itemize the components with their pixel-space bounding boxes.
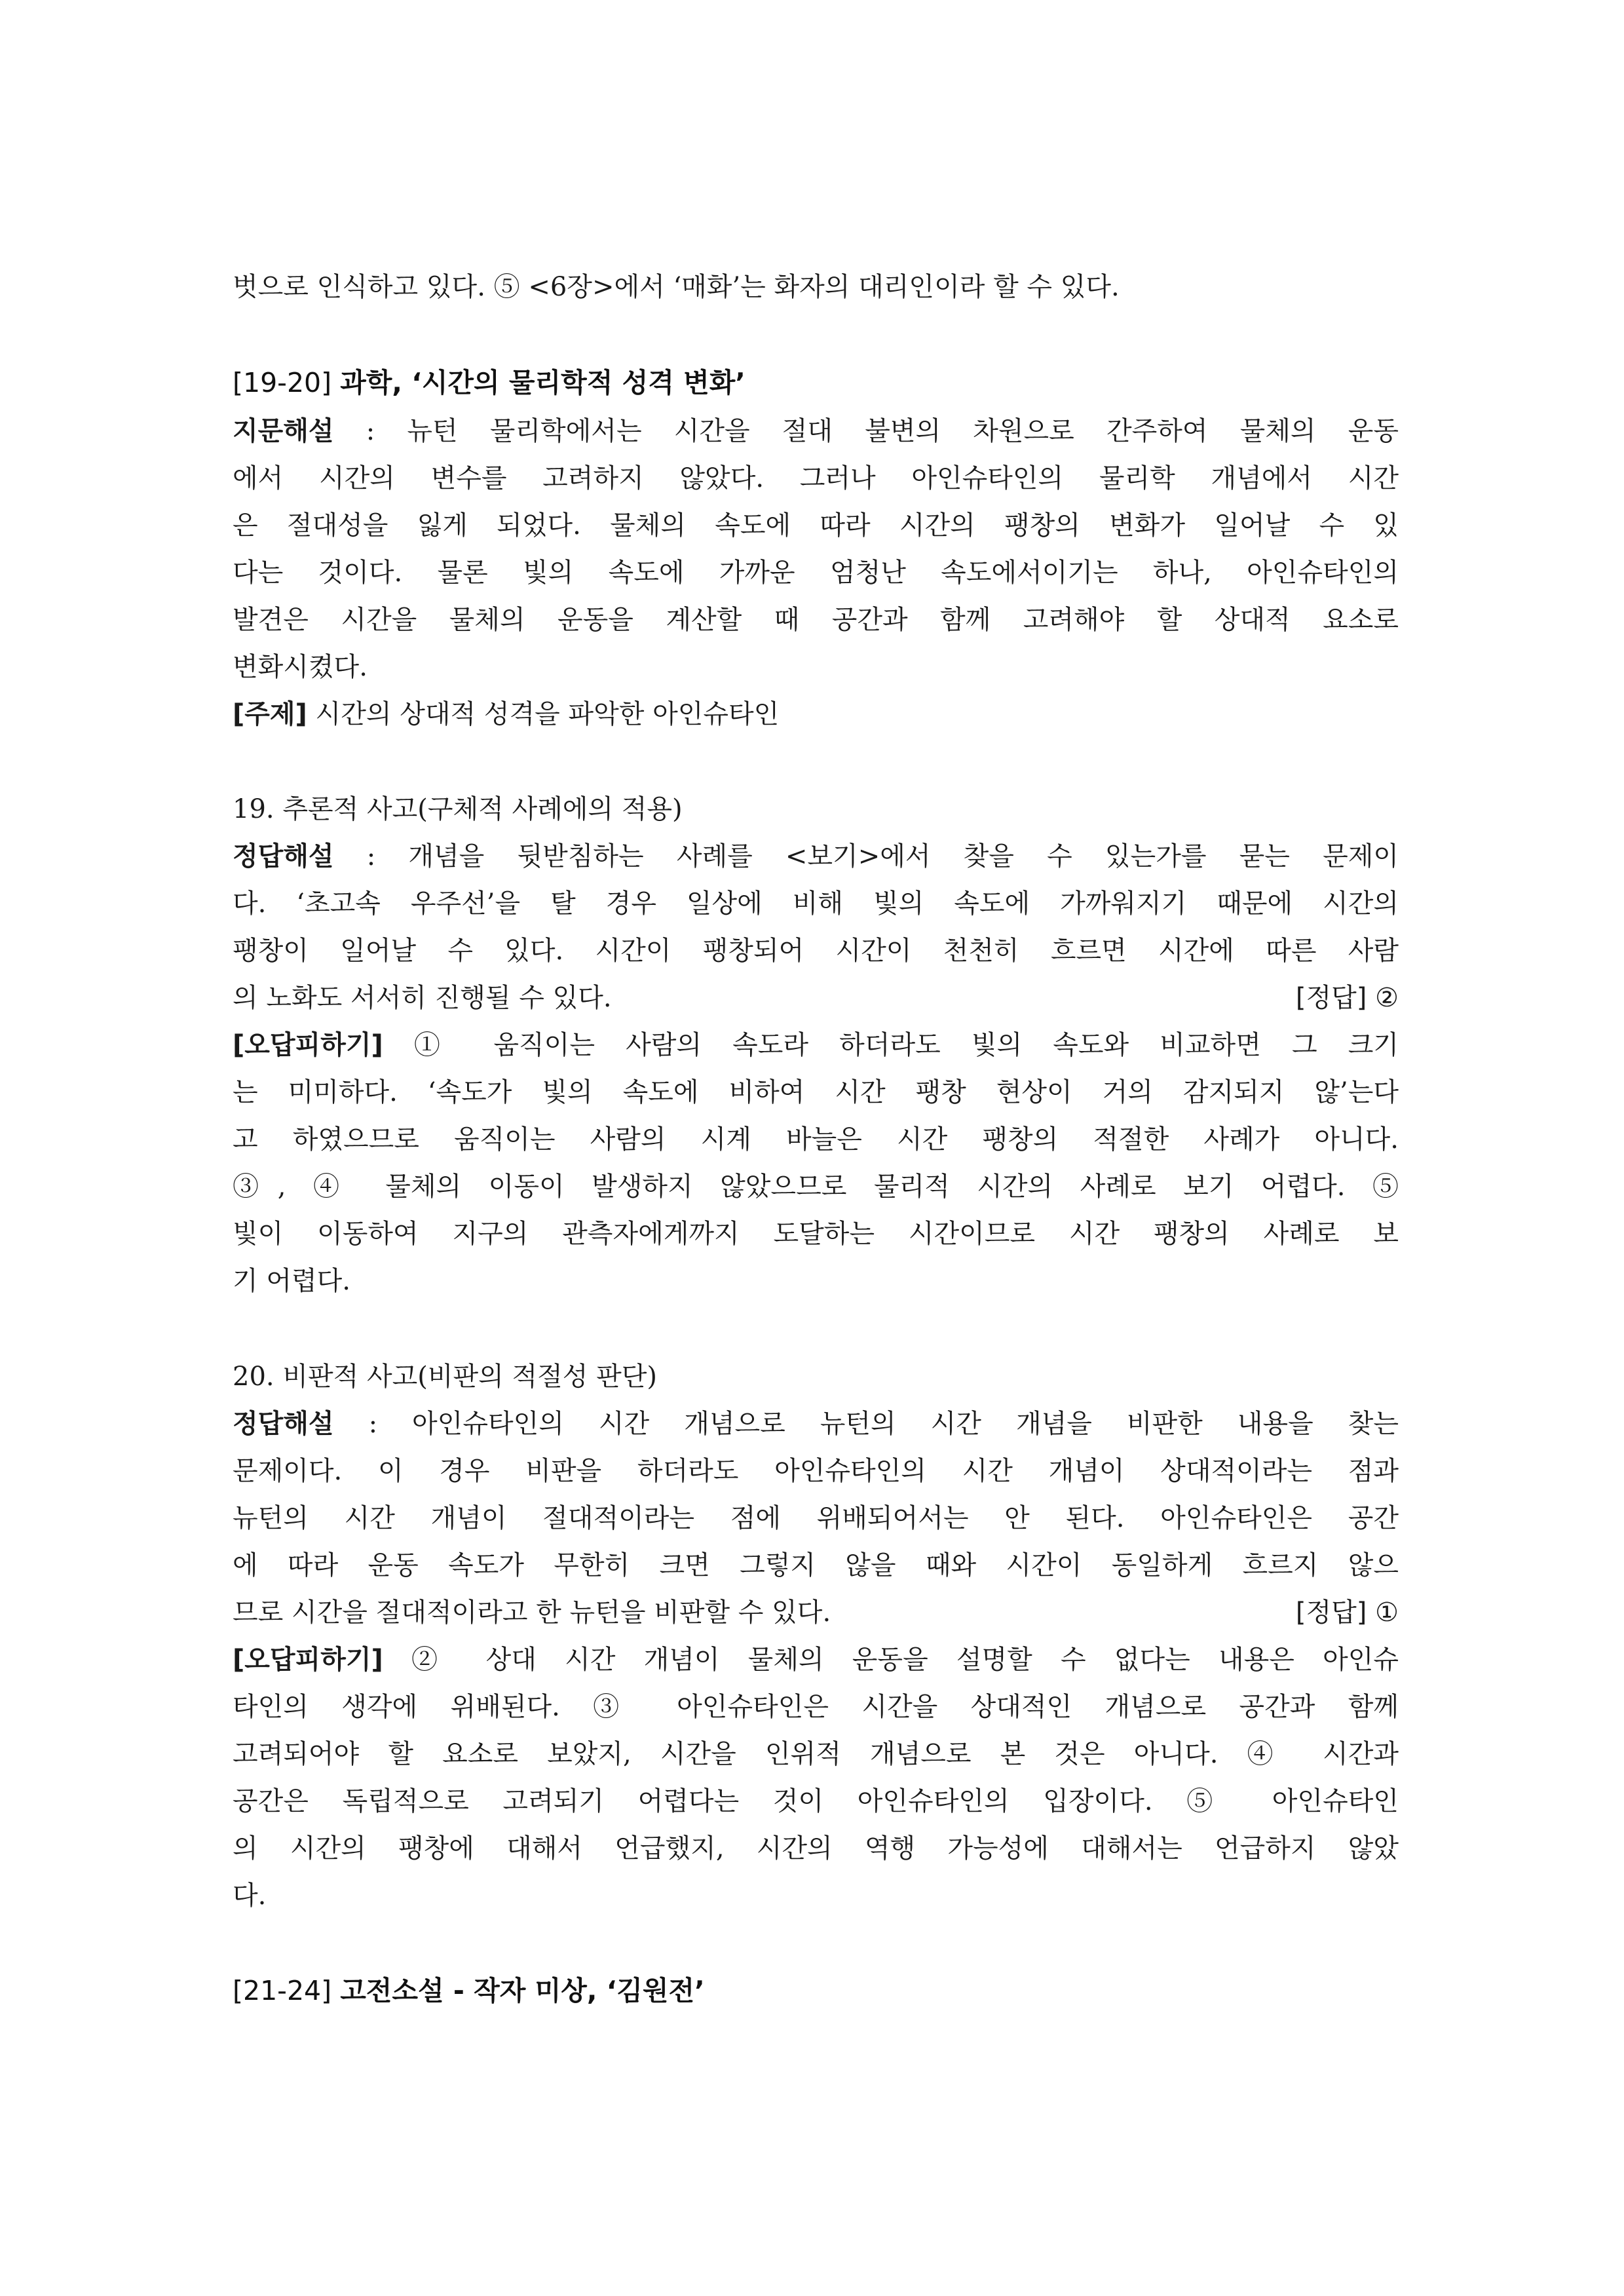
theme-line: [주제] 시간의 상대적 성격을 파악한 아인슈타인 — [233, 699, 780, 729]
answer-line: 문제이다. 이 경우 비판을 하더라도 아인슈타인의 시간 개념이 상대적이라는 점과 — [233, 1456, 1399, 1486]
passage-line: 은 절대성을 잃게 되었다. 물체의 속도에 따라 시간의 팽창의 변화가 일어날 수 있 — [233, 510, 1399, 541]
avoid-line: 의 시간의 팽창에 대해서 언급했지, 시간의 역행 가능성에 대해서는 언급하지 않았 — [233, 1833, 1399, 1864]
question-19-title: 19. 추론적 사고(구체적 사례에의 적용) — [233, 794, 683, 824]
passage-line: 지문해설 : 뉴턴 물리학에서는 시간을 절대 불변의 차원으로 간주하여 물체의 운동 — [233, 416, 1399, 446]
passage-line: 에서 시간의 변수를 고려하지 않았다. 그러나 아인슈타인의 물리학 개념에서 시간 — [233, 463, 1399, 493]
avoid-label: [오답피하기] — [233, 1645, 383, 1675]
passage-label: 지문해설 — [233, 416, 334, 446]
answer-line: 에 따라 운동 속도가 무한히 크면 그렇지 않을 때와 시간이 동일하게 흐르지 않으 — [233, 1550, 1399, 1580]
answer-line: 의 노화도 서서히 진행될 수 있다. [정답] ② — [233, 980, 1399, 1016]
avoid-line: 기 어렵다. — [233, 1266, 350, 1296]
question-20-title: 20. 비판적 사고(비판의 적절성 판단) — [233, 1362, 658, 1392]
section-21-24-heading — [233, 1972, 1399, 2009]
answer-line: 다. ‘초고속 우주선’을 탈 경우 일상에 비해 빛의 속도에 가까워지기 때문에 시간의 — [233, 889, 1399, 919]
section-19-20-heading — [233, 364, 1399, 401]
answer-tag: [정답] ② — [1295, 983, 1399, 1013]
answer-label: 정답해설 — [233, 841, 334, 871]
section-title: 과학, ‘시간의 물리학적 성격 변화’ — [340, 367, 746, 398]
theme-label: [주제] — [233, 699, 307, 729]
avoid-line: 고 하였으므로 움직이는 사람의 시계 바늘은 시간 팽창의 적절한 사례가 아니다. — [233, 1124, 1399, 1155]
avoid-line: 다. — [233, 1881, 267, 1911]
avoid-line: [오답피하기] ① 움직이는 사람의 속도라 하더라도 빛의 속도와 비교하면 그 크기 — [233, 1030, 1399, 1060]
answer-line: 뉴턴의 시간 개념이 절대적이라는 점에 위배되어서는 안 된다. 아인슈타인은 공간 — [233, 1503, 1399, 1533]
avoid-line: 빛이 이동하여 지구의 관측자에게까지 도달하는 시간이므로 시간 팽창의 사례로 보 — [233, 1219, 1399, 1249]
passage-line: 발견은 시간을 물체의 운동을 계산할 때 공간과 함께 고려해야 할 상대적 요소로 — [233, 605, 1399, 635]
answer-line: 므로 시간을 절대적이라고 한 뉴턴을 비판할 수 있다. [정답] ① — [233, 1594, 1399, 1631]
avoid-line: [오답피하기] ② 상대 시간 개념이 물체의 운동을 설명할 수 없다는 내용은 아인슈 — [233, 1645, 1399, 1675]
passage-line: 다는 것이다. 물론 빛의 속도에 가까운 엄청난 속도에서이기는 하나, 아인슈타인의 — [233, 558, 1399, 588]
answer-tag: [정답] ① — [1295, 1598, 1399, 1628]
section-title: 고전소설 - 작자 미상, ‘김원전’ — [340, 1975, 705, 2006]
avoid-line: 고려되어야 할 요소로 보았지, 시간을 인위적 개념으로 본 것은 아니다. ④ 시간과 — [233, 1739, 1399, 1769]
answer-line: 정답해설 : 아인슈타인의 시간 개념으로 뉴턴의 시간 개념을 비판한 내용을 찾는 — [233, 1409, 1399, 1439]
answer-line: 팽창이 일어날 수 있다. 시간이 팽창되어 시간이 천천히 흐르면 시간에 따른 사람 — [233, 936, 1399, 966]
answer-line: 정답해설 : 개념을 뒷받침하는 사례를 <보기>에서 찾을 수 있는가를 묻는 문제이 — [233, 841, 1399, 871]
intro-line: 벗으로 인식하고 있다. ⑤ <6장>에서 ‘매화’는 화자의 대리인이라 할 수 있다. — [233, 272, 1120, 302]
section-code: [21-24] — [233, 1975, 332, 2006]
answer-label: 정답해설 — [233, 1409, 334, 1439]
avoid-line: 는 미미하다. ‘속도가 빛의 속도에 비하여 시간 팽창 현상이 거의 감지되지 않’는다 — [233, 1077, 1399, 1107]
avoid-line: 타인의 생각에 위배된다. ③ 아인슈타인은 시간을 상대적인 개념으로 공간과 함께 — [233, 1692, 1399, 1722]
avoid-line: 공간은 독립적으로 고려되기 어렵다는 것이 아인슈타인의 입장이다. ⑤ 아인슈타인 — [233, 1786, 1399, 1816]
passage-line: 변화시켰다. — [233, 652, 368, 682]
section-code: [19-20] — [233, 367, 332, 398]
avoid-line: ③, ④ 물체의 이동이 발생하지 않았으므로 물리적 시간의 사례로 보기 어렵다. ⑤ — [233, 1172, 1399, 1202]
avoid-label: [오답피하기] — [233, 1030, 383, 1060]
